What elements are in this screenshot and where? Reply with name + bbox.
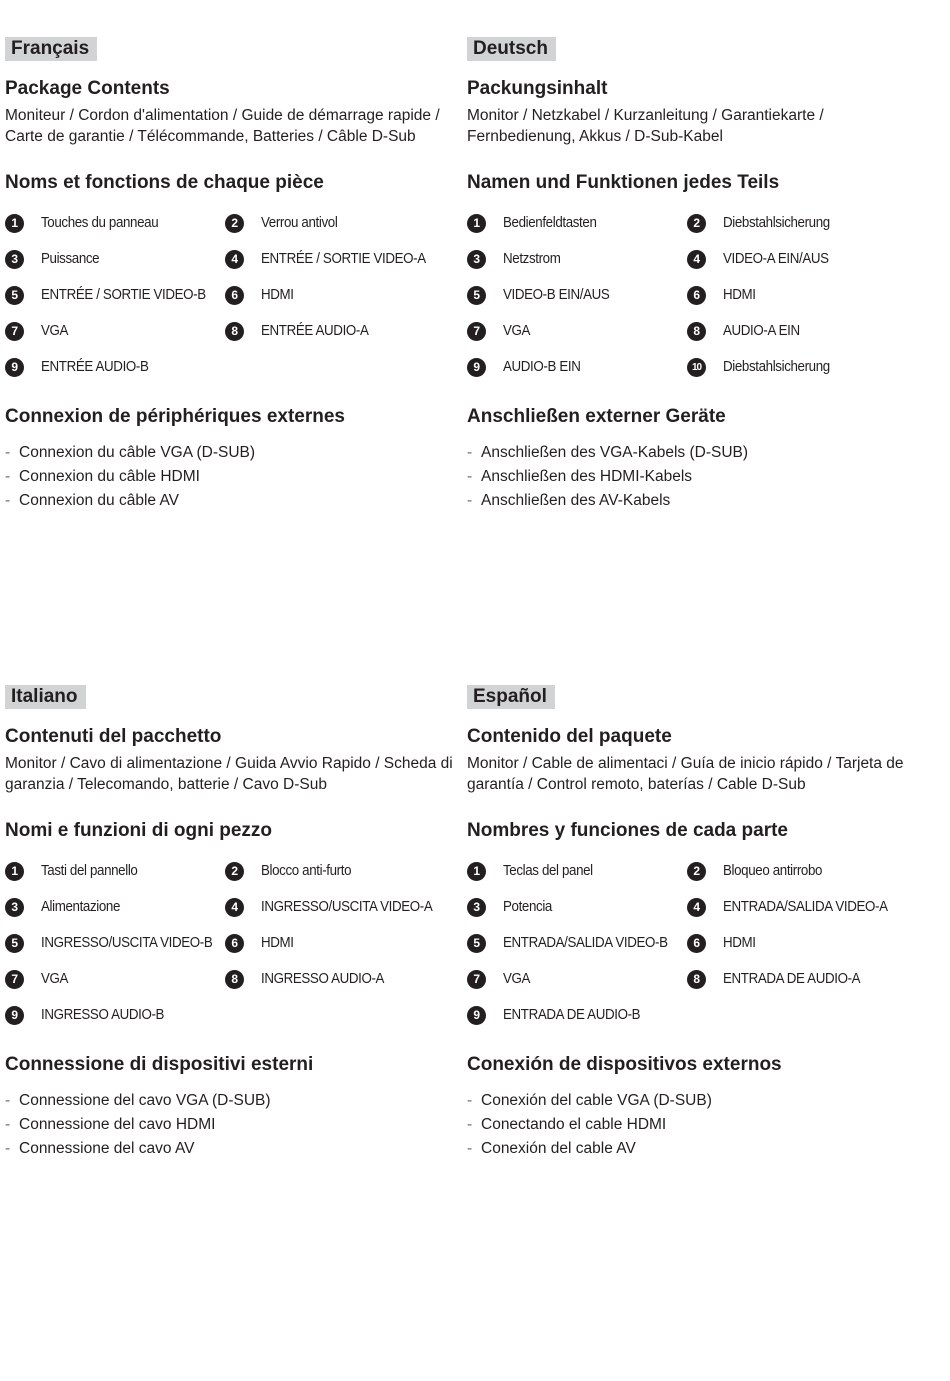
part-item xyxy=(225,213,344,233)
list-item xyxy=(467,1089,917,1113)
language-tag: Deutsch xyxy=(467,37,556,61)
part-item xyxy=(687,897,902,917)
list-item xyxy=(467,489,917,513)
section-it xyxy=(5,685,455,1165)
section-de xyxy=(467,37,917,517)
external-devices-list xyxy=(467,1089,917,1161)
dash-bullet: - xyxy=(5,1116,11,1133)
part-label: ENTRADA DE AUDIO-A xyxy=(723,971,861,987)
number-badge-icon: 10 xyxy=(687,358,706,377)
part-item xyxy=(467,933,682,953)
language-tag: Español xyxy=(467,685,555,709)
number-badge-icon: 3 xyxy=(5,250,24,269)
part-label: AUDIO-A EIN xyxy=(723,323,800,339)
part-label: ENTRADA/SALIDA VIDEO-A xyxy=(723,899,888,915)
list-item-text: Connessione del cavo VGA (D-SUB) xyxy=(19,1092,271,1109)
package-contents-text: Monitor / Netzkabel / Kurzanleitung / Garantiekarte / Fernbedienung, Akkus / D-Sub-Kabel xyxy=(467,107,824,145)
dash-bullet: - xyxy=(5,492,11,509)
package-contents-heading: Packungsinhalt xyxy=(467,78,608,99)
part-item xyxy=(225,969,395,989)
list-item xyxy=(5,441,455,465)
list-item xyxy=(5,1113,455,1137)
list-item-text: Conectando el cable HDMI xyxy=(481,1116,667,1133)
part-label: VGA xyxy=(503,323,531,339)
number-badge-icon: 8 xyxy=(687,322,706,341)
external-devices-heading: Connexion de périphériques externes xyxy=(5,406,345,427)
part-item xyxy=(467,897,556,917)
external-devices-heading: Conexión de dispositivos externos xyxy=(467,1054,782,1075)
parts-heading: Nomi e funzioni di ogni pezzo xyxy=(5,820,273,841)
list-item-text: Conexión del cable AV xyxy=(481,1140,636,1157)
external-devices-list xyxy=(467,441,917,513)
dash-bullet: - xyxy=(467,1092,473,1109)
part-label: HDMI xyxy=(723,287,756,303)
list-item-text: Connexion du câble AV xyxy=(19,492,179,509)
number-badge-icon: 9 xyxy=(5,358,24,377)
part-label: Diebstahlsicherung xyxy=(723,359,830,375)
parts-heading: Namen und Funktionen jedes Teils xyxy=(467,172,780,193)
number-badge-icon: 9 xyxy=(467,358,486,377)
part-label: VGA xyxy=(41,323,69,339)
part-item xyxy=(5,861,146,881)
number-badge-icon: 3 xyxy=(467,250,486,269)
number-badge-icon: 6 xyxy=(225,286,244,305)
part-item xyxy=(5,249,104,269)
list-item-text: Connessione del cavo AV xyxy=(19,1140,195,1157)
package-contents-text: Moniteur / Cordon d'alimentation / Guide de démarrage rapide / Carte de garantie / Télécommande, Batteries / Câble D-Sub xyxy=(5,107,440,145)
part-label: VIDEO-A EIN/AUS xyxy=(723,251,829,267)
number-badge-icon: 1 xyxy=(5,214,24,233)
part-label: INGRESSO/USCITA VIDEO-A xyxy=(261,899,433,915)
part-item xyxy=(687,249,838,269)
part-item xyxy=(687,213,839,233)
list-item-text: Connexion du câble HDMI xyxy=(19,468,200,485)
dash-bullet: - xyxy=(5,468,11,485)
number-badge-icon: 6 xyxy=(687,286,706,305)
number-badge-icon: 7 xyxy=(5,970,24,989)
number-badge-icon: 4 xyxy=(687,898,706,917)
parts-list xyxy=(467,213,917,393)
part-label: Netzstrom xyxy=(503,251,561,267)
number-badge-icon: 1 xyxy=(467,214,486,233)
package-contents-text: Monitor / Cavo di alimentazione / Guida Avvio Rapido / Scheda di garanzia / Telecomando, batterie / Cavo D-Sub xyxy=(5,755,453,793)
list-item-text: Connessione del cavo HDMI xyxy=(19,1116,216,1133)
package-contents-heading: Contenido del paquete xyxy=(467,726,672,747)
number-badge-icon: 2 xyxy=(225,862,244,881)
list-item xyxy=(5,465,455,489)
part-item xyxy=(687,933,758,953)
part-label: Alimentazione xyxy=(41,899,121,915)
part-label: INGRESSO/USCITA VIDEO-B xyxy=(41,935,213,951)
part-item xyxy=(687,285,758,305)
part-item xyxy=(225,933,296,953)
list-item-text: Connexion du câble VGA (D-SUB) xyxy=(19,444,256,461)
part-item xyxy=(467,861,601,881)
number-badge-icon: 4 xyxy=(687,250,706,269)
language-tag: Français xyxy=(5,37,97,61)
number-badge-icon: 2 xyxy=(687,214,706,233)
number-badge-icon: 5 xyxy=(467,934,486,953)
external-devices-list xyxy=(5,1089,455,1161)
part-label: HDMI xyxy=(261,287,294,303)
part-label: ENTRADA/SALIDA VIDEO-B xyxy=(503,935,668,951)
part-item xyxy=(467,285,619,305)
dash-bullet: - xyxy=(467,1140,473,1157)
part-item xyxy=(467,213,605,233)
part-item xyxy=(5,1005,175,1025)
package-contents-heading: Package Contents xyxy=(5,78,170,99)
parts-list xyxy=(467,861,917,1041)
part-item xyxy=(5,897,127,917)
parts-heading: Noms et fonctions de chaque pièce xyxy=(5,172,324,193)
part-item xyxy=(225,321,378,341)
list-item-text: Anschließen des AV-Kabels xyxy=(481,492,671,509)
section-fr xyxy=(5,37,455,517)
number-badge-icon: 3 xyxy=(467,898,486,917)
number-badge-icon: 2 xyxy=(225,214,244,233)
part-label: Potencia xyxy=(503,899,552,915)
part-label: ENTRÉE / SORTIE VIDEO-B xyxy=(41,287,206,303)
part-label: ENTRÉE AUDIO-B xyxy=(41,359,149,375)
part-item xyxy=(687,357,839,377)
number-badge-icon: 5 xyxy=(467,286,486,305)
number-badge-icon: 2 xyxy=(687,862,706,881)
number-badge-icon: 8 xyxy=(687,970,706,989)
part-label: ENTRÉE AUDIO-A xyxy=(261,323,369,339)
part-item xyxy=(225,249,440,269)
number-badge-icon: 5 xyxy=(5,934,24,953)
list-item-text: Anschließen des VGA-Kabels (D-SUB) xyxy=(481,444,749,461)
part-item xyxy=(687,321,806,341)
number-badge-icon: 7 xyxy=(467,970,486,989)
dash-bullet: - xyxy=(5,444,11,461)
number-badge-icon: 7 xyxy=(5,322,24,341)
number-badge-icon: 5 xyxy=(5,286,24,305)
list-item xyxy=(467,1113,917,1137)
part-label: HDMI xyxy=(723,935,756,951)
list-item xyxy=(467,465,917,489)
list-item xyxy=(5,1137,455,1161)
part-label: Touches du panneau xyxy=(41,215,159,231)
part-item xyxy=(5,213,168,233)
number-badge-icon: 4 xyxy=(225,898,244,917)
part-label: Diebstahlsicherung xyxy=(723,215,830,231)
language-tag: Italiano xyxy=(5,685,86,709)
part-label: Blocco anti-furto xyxy=(261,863,352,879)
part-item xyxy=(467,357,587,377)
dash-bullet: - xyxy=(467,492,473,509)
part-label: VIDEO-B EIN/AUS xyxy=(503,287,610,303)
number-badge-icon: 1 xyxy=(5,862,24,881)
part-item xyxy=(5,933,227,953)
part-item xyxy=(225,285,296,305)
dash-bullet: - xyxy=(467,468,473,485)
external-devices-list xyxy=(5,441,455,513)
number-badge-icon: 8 xyxy=(225,970,244,989)
number-badge-icon: 6 xyxy=(687,934,706,953)
part-item xyxy=(225,897,447,917)
part-label: VGA xyxy=(41,971,69,987)
part-item xyxy=(687,861,831,881)
number-badge-icon: 8 xyxy=(225,322,244,341)
number-badge-icon: 1 xyxy=(467,862,486,881)
part-item xyxy=(5,969,70,989)
list-item xyxy=(467,441,917,465)
part-label: INGRESSO AUDIO-B xyxy=(41,1007,165,1023)
number-badge-icon: 7 xyxy=(467,322,486,341)
part-label: Bloqueo antirrobo xyxy=(723,863,823,879)
dash-bullet: - xyxy=(5,1092,11,1109)
part-label: ENTRÉE / SORTIE VIDEO-A xyxy=(261,251,426,267)
part-label: Teclas del panel xyxy=(503,863,593,879)
part-label: VGA xyxy=(503,971,531,987)
number-badge-icon: 9 xyxy=(467,1006,486,1025)
number-badge-icon: 6 xyxy=(225,934,244,953)
part-label: HDMI xyxy=(261,935,294,951)
part-item xyxy=(467,321,532,341)
parts-list xyxy=(5,861,455,1041)
dash-bullet: - xyxy=(467,444,473,461)
part-label: Puissance xyxy=(41,251,100,267)
part-item xyxy=(467,969,532,989)
parts-heading: Nombres y funciones de cada parte xyxy=(467,820,788,841)
package-contents-text: Monitor / Cable de alimentaci / Guía de inicio rápido / Tarjeta de garantía / Control remoto, baterías / Cable D-Sub xyxy=(467,755,904,793)
part-item xyxy=(225,861,359,881)
list-item-text: Anschließen des HDMI-Kabels xyxy=(481,468,693,485)
number-badge-icon: 4 xyxy=(225,250,244,269)
part-label: INGRESSO AUDIO-A xyxy=(261,971,385,987)
package-contents-heading: Contenuti del pacchetto xyxy=(5,726,222,747)
part-item xyxy=(687,969,872,989)
part-label: Verrou antivol xyxy=(261,215,338,231)
section-es xyxy=(467,685,917,1165)
part-item xyxy=(5,321,70,341)
part-item xyxy=(5,285,220,305)
external-devices-heading: Connessione di dispositivi esterni xyxy=(5,1054,314,1075)
list-item xyxy=(5,489,455,513)
list-item xyxy=(467,1137,917,1161)
number-badge-icon: 3 xyxy=(5,898,24,917)
part-item xyxy=(467,1005,652,1025)
part-label: Bedienfeldtasten xyxy=(503,215,597,231)
part-label: ENTRADA DE AUDIO-B xyxy=(503,1007,641,1023)
number-badge-icon: 9 xyxy=(5,1006,24,1025)
external-devices-heading: Anschließen externer Geräte xyxy=(467,406,726,427)
parts-list xyxy=(5,213,455,393)
part-label: AUDIO-B EIN xyxy=(503,359,581,375)
part-item xyxy=(5,357,158,377)
dash-bullet: - xyxy=(467,1116,473,1133)
dash-bullet: - xyxy=(5,1140,11,1157)
part-item xyxy=(467,249,565,269)
list-item-text: Conexión del cable VGA (D-SUB) xyxy=(481,1092,712,1109)
part-label: Tasti del pannello xyxy=(41,863,138,879)
list-item xyxy=(5,1089,455,1113)
